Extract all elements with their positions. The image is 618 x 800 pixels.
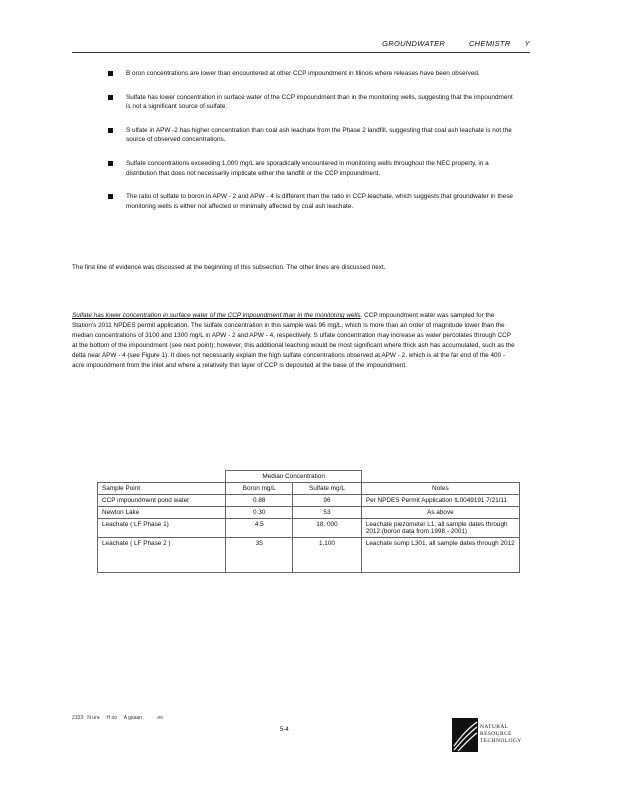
table-row (98, 519, 520, 538)
bullet-square-icon (108, 161, 113, 166)
bullet-list (108, 69, 518, 225)
bullet-text: Sulfate concentrations exceeding 1,000 mg/L are sporadically encountered in monitoring wells throughout the NEC property, in a distribution that does not necessarily implicate either the landfill or the CCP impoundment. (126, 159, 489, 177)
table-header-row (98, 483, 520, 495)
list-item (108, 192, 518, 211)
bullet-square-icon (108, 71, 113, 76)
cell-sulfate: 18, 000 (293, 519, 362, 538)
cell-sample: Leachate ( LF Phase 2 ) (98, 538, 226, 573)
logo-line: NATURAL (480, 724, 509, 730)
paragraph-subheading: Sulfate has lower concentration in surface water of the CCP impoundment than in the monitoring wells (72, 312, 361, 319)
col-header-notes: Notes (361, 483, 519, 495)
list-item (108, 159, 518, 178)
cell-notes: As above (361, 507, 519, 519)
list-item (108, 93, 518, 112)
cell-sulfate: 96 (293, 495, 362, 507)
bullet-square-icon (108, 95, 113, 100)
list-item (108, 69, 518, 79)
cell-sample: Leachate ( LF Phase 1) (98, 519, 226, 538)
logo-line: TECHNOLOGY (480, 738, 522, 744)
table-header-group-row (98, 471, 520, 483)
paragraph-body: . CCP impoundment water was sampled for the Station's 2011 NPDES permit application. The sulfate concentration in this sample was 96 mg/L, which is more than an order of magnitude lower than the median concentrations of 3100 and 1300 mg/L in APW - 2 and APW - 4, respectively. S ulfate concentration may increase as water percolates through CCP at the bottom of the impoundment (see next point); however, this additional leaching would be most significant where thick ash has accumulated, such as the delta near APW - 4 (see Figure 1). It does not necessarily explain the high sulfate concentrations observed at APW - 2, which is at the far end of the 400 - acre impoundment from the inlet and where a relatively thin layer of CCP is deposited at the base of the impoundment. (72, 312, 515, 369)
cell-sample: CCP impoundment pond water (98, 495, 226, 507)
concentration-table (97, 470, 520, 573)
table-row (98, 507, 520, 519)
cell-boron: 0.88 (226, 495, 293, 507)
col-header-boron: Boron mg/L (226, 483, 293, 495)
cell-notes: Per NPDES Permit Application IL0049191 7/21/11 (361, 495, 519, 507)
col-header-sample: Sample Point (98, 483, 226, 495)
bullet-text: Sulfate has lower concentration in surface water of the CCP impoundment than in the monitoring wells, suggesting that the impoundment is not a significant source of sulfate. (126, 93, 513, 111)
cell-sulfate: 1,100 (293, 538, 362, 573)
bullet-square-icon (108, 194, 113, 199)
running-header: GROUNDWATER CHEMISTR Y (382, 39, 530, 48)
footer-file-reference: 2103 N ura H oo A gaaan .oo (72, 715, 163, 721)
cell-boron: 35 (226, 538, 293, 573)
cell-sulfate: 53 (293, 507, 362, 519)
cell-boron: 4.5 (226, 519, 293, 538)
bullet-text: S ulfate in APW -2 has higher concentration than coal ash leachate from the Phase 2 landfill, suggesting that coal ash leachate is not the source of observed concentrations. (126, 126, 512, 144)
paragraph-sulfate (72, 311, 517, 371)
median-concentration-header: Median Concentration (226, 471, 361, 483)
bullet-square-icon (108, 128, 113, 133)
cell-boron: 0.30 (226, 507, 293, 519)
company-logo-text (480, 724, 522, 745)
col-header-sulfate: Sulfate mg/L (293, 483, 362, 495)
page-number: 5-4 (280, 727, 289, 733)
cell-sample: Newton Lake (98, 507, 226, 519)
bullet-text: The ratio of sulfate to boron in APW - 2 and APW - 4 is different than the ratio in CCP leachate, which suggests that groundwater in these monitoring wells is either not affected or minimally affected by coal ash leachate. (126, 193, 513, 210)
list-item (108, 126, 518, 145)
header-rule (72, 52, 530, 53)
paragraph-lines-of-evidence: The first line of evidence was discussed at the beginning of this subsection. The other lines are discussed next. (72, 264, 386, 271)
logo-line: RESOURCE (480, 731, 512, 737)
cell-notes: Leachate sump L301, all sample dates through 2012 (361, 538, 519, 573)
table-row (98, 495, 520, 507)
bullet-text: B oron concentrations are lower than encountered at other CCP impoundment in Illinois where releases have been observed. (126, 70, 480, 77)
table-row (98, 538, 520, 573)
cell-notes: Leachate piezometer L1, all sample dates through 2012 (boron data from 1998 - 2001) (361, 519, 519, 538)
